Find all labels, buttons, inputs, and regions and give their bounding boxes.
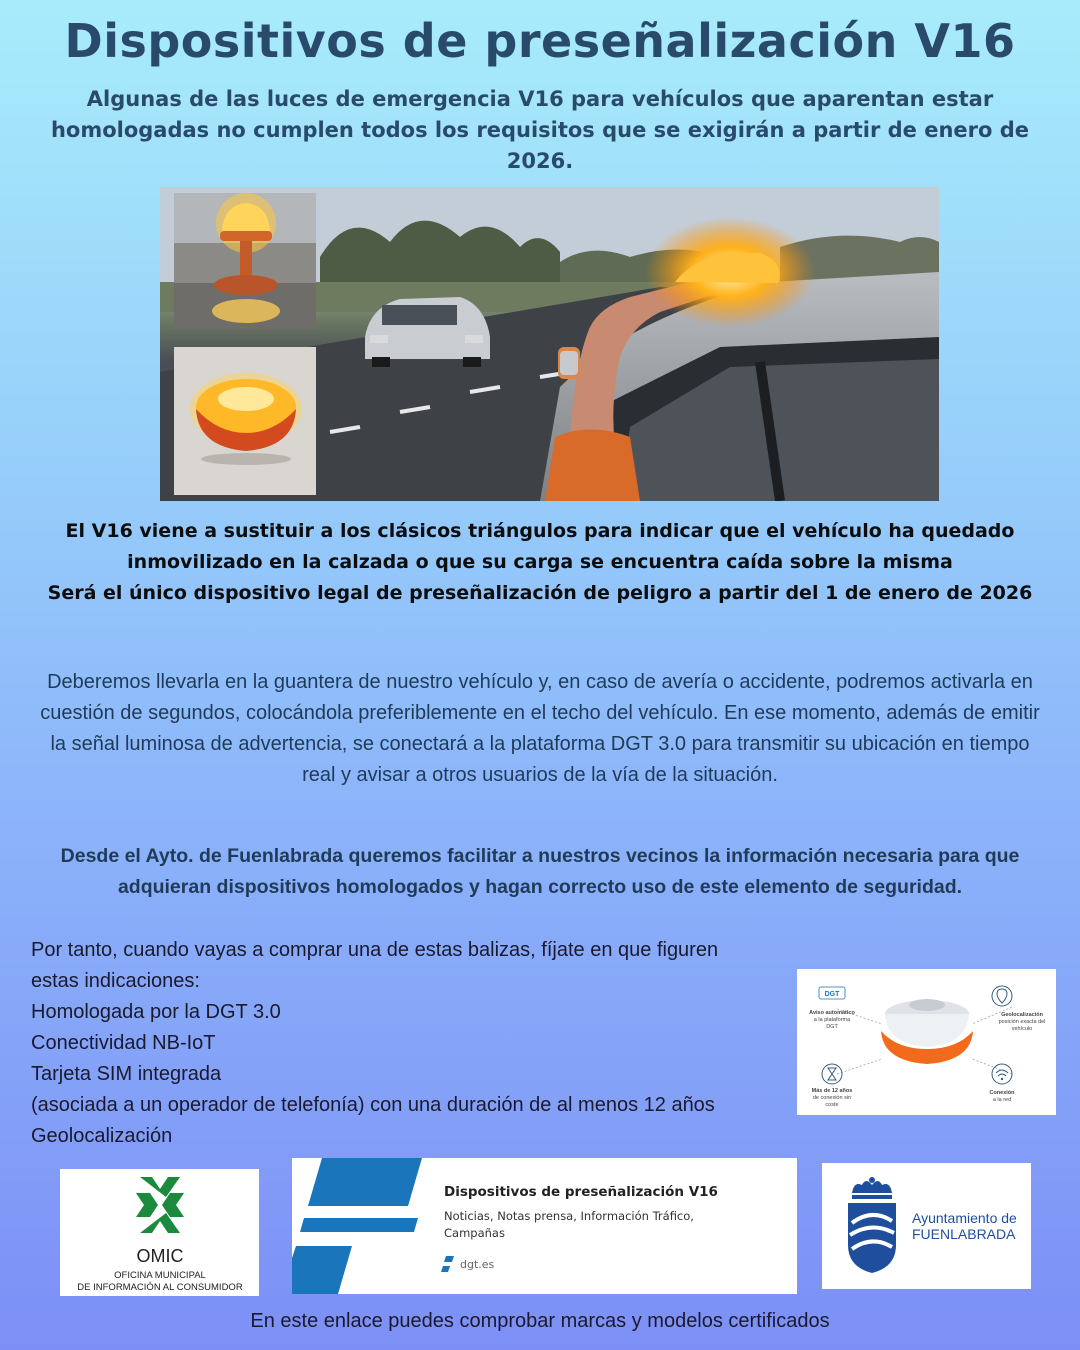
omic-logo[interactable] xyxy=(60,1169,259,1296)
dgt-card-title: Dispositivos de preseñalización V16 xyxy=(444,1184,718,1200)
label-auto-alert-3: DGT xyxy=(826,1024,838,1030)
label-connection-2: a la red xyxy=(992,1097,1012,1103)
highlight-block xyxy=(6,516,1074,609)
requirement-item: Homologada por la DGT 3.0 xyxy=(31,1001,281,1023)
label-connection: Conexión xyxy=(989,1090,1015,1096)
label-years: Más de 12 años xyxy=(811,1088,853,1094)
fuenlabrada-line1: Ayuntamiento de xyxy=(912,1210,1017,1226)
requirement-item: Geolocalización xyxy=(31,1125,173,1147)
omic-name-line2: DE INFORMACIÓN AL CONSUMIDOR xyxy=(77,1282,243,1293)
dgt-card-description: Noticias, Notas prensa, Información Tráfico, Campañas xyxy=(444,1209,694,1240)
fuenlabrada-crest-icon xyxy=(848,1177,896,1273)
dgt-favicon-icon xyxy=(441,1256,454,1272)
label-geolocation-3: vehículo xyxy=(1011,1026,1033,1032)
dgt-card-domain: dgt.es xyxy=(460,1258,495,1271)
fuenlabrada-logo[interactable] xyxy=(822,1163,1031,1289)
dgt-logo-icon xyxy=(292,1158,422,1294)
requirements-intro-line1: Por tanto, cuando vayas a comprar una de estas balizas, fíjate en que figuren xyxy=(31,939,719,961)
requirement-item: Conectividad NB-IoT xyxy=(31,1032,216,1054)
beacon-lit-photo xyxy=(174,347,316,495)
council-note: Desde el Ayto. de Fuenlabrada queremos facilitar a nuestros vecinos la información necesaria para que adquieran dispositivos homologados y hagan correcto uso de este elemento de seguridad. xyxy=(60,845,1020,898)
label-geolocation: Geolocalización xyxy=(1001,1012,1043,1018)
usage-paragraph: Deberemos llevarla en la guantera de nuestro vehículo y, en caso de avería o accidente, podremos activarla en cuestión de segundos, colocándola preferiblemente en el techo del vehículo. En ese momento, además de emitir la señal luminosa de advertencia, se conectará a la plataforma DGT 3.0 para transmitir su ubicación en tiempo real y avisar a otros usuarios de la vía de la situación. xyxy=(40,671,1040,786)
beacon-magnet-photo xyxy=(174,193,316,329)
label-auto-alert: Aviso automático xyxy=(809,1010,855,1016)
omic-acronym: OMIC xyxy=(136,1246,184,1266)
label-years-2: de conexión sin xyxy=(812,1095,852,1101)
beacon-features-diagram xyxy=(797,969,1056,1115)
omic-name-line1: OFICINA MUNICIPAL xyxy=(114,1270,206,1281)
requirement-item: (asociada a un operador de telefonía) con una duración de al menos 12 años xyxy=(31,1094,715,1116)
requirement-item: Tarjeta SIM integrada xyxy=(31,1063,222,1085)
highlight-line-replacement: El V16 viene a sustituir a los clásicos triángulos para indicar que el vehículo ha quedado inmovilizado en la calzada o que su carga se encuentra caída sobre la misma xyxy=(65,520,1015,573)
page-title: Dispositivos de preseñalización V16 xyxy=(64,14,1016,68)
dgt-link-card[interactable] xyxy=(292,1158,797,1294)
highlight-line-legal-date: Será el único dispositivo legal de preseñalización de peligro a partir del 1 de enero de 2026 xyxy=(47,582,1033,604)
hero-photo xyxy=(160,187,939,501)
requirements-list xyxy=(31,935,811,1152)
dgt-badge-label: DGT xyxy=(824,991,840,998)
label-years-3: coste xyxy=(825,1102,839,1108)
footer-link-note: En este enlace puedes comprobar marcas y modelos certificados xyxy=(250,1310,830,1332)
fuenlabrada-line2: FUENLABRADA xyxy=(912,1226,1016,1242)
requirements-intro-line2: estas indicaciones: xyxy=(31,970,200,992)
label-geolocation-2: posición exacta del xyxy=(998,1019,1046,1025)
page-subtitle: Algunas de las luces de emergencia V16 para vehículos que aparentan estar homologadas no cumplen todos los requisitos que se exigirán a partir de enero de 2026. xyxy=(50,87,1030,173)
omic-emblem-icon xyxy=(136,1177,184,1233)
label-auto-alert-2: a la plataforma xyxy=(813,1017,851,1023)
